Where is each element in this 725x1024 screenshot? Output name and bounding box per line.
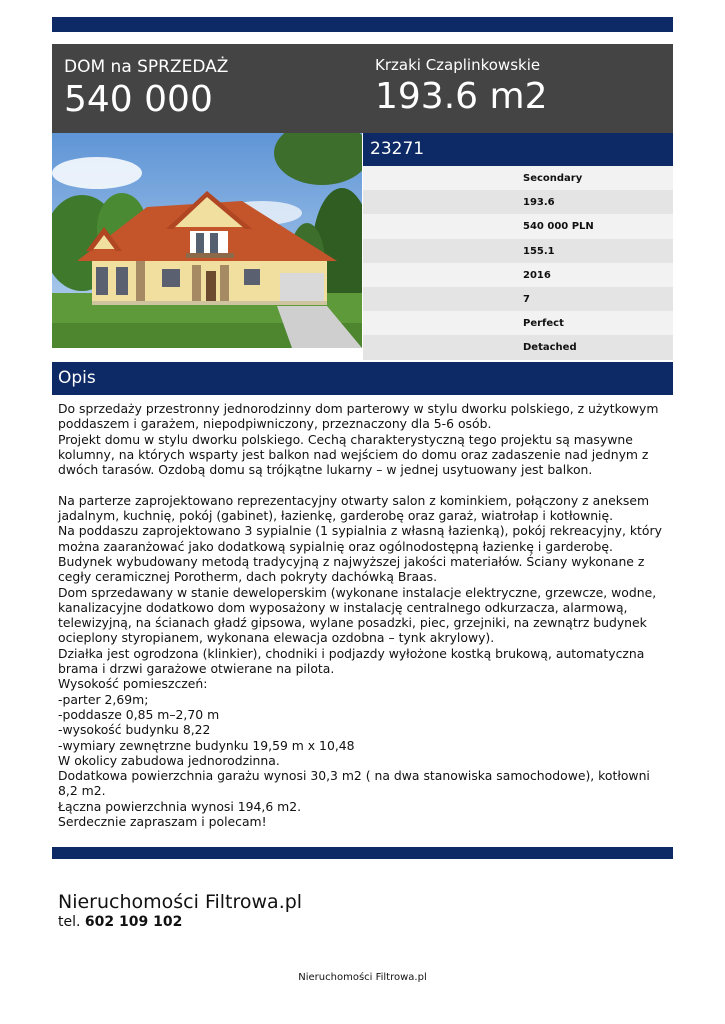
description-header: [52, 362, 673, 395]
phone-prefix: tel.: [58, 914, 81, 930]
page-footer: Nieruchomości Filtrowa.pl: [298, 972, 427, 983]
top-accent-bar: [52, 17, 673, 32]
listing-id: 23271: [370, 139, 425, 159]
listing-type-label: DOM na SPRZEDAŻ: [64, 57, 229, 77]
price-block: [64, 56, 228, 122]
spec-value: Perfect: [523, 318, 564, 330]
description-text: Do sprzedaży przestronny jednorodzinny dom parterowy w stylu dworku polskiego, z użytkowym poddaszem i garażem, niepodpiwniczony, przeznaczony dla 5-6 osób. Projekt domu w stylu dworku polskiego. Cechą charakterystyczną tego projektu są masywne kolumny, na których wsparty jest balkon nad wejściem do domu oraz zadaszenie nad jednym z dwóch tarasów. Ozdobą domu są trójkątne lukarny – w jednej usytuowany jest balkon. Na parterze zaprojektowano reprezentacyjny otwarty salon z kominkiem, połączony z aneksem jadalnym, kuchnię, pokój (gabinet), łazienkę, garderobę oraz garaż, wiatrołap i kotłownię. Na poddaszu zaprojektowano 3 sypialnie (1 sypialnia z własną łazienką), pokój rekreacyjny, który można zaaranżować jako dodatkową sypialnię oraz ogólnodostępną łazienkę i garderobę. Budynek wybudowany metodą tradycyjną z najwyższej jakości materiałów. Ściany wykonane z cegły ceramicznej Porotherm, dach pokryty dachówką Braas. Dom sprzedawany w stanie deweloperskim (wykonane instalacje elektryczne, grzewcze, wodne, kanalizacyjne dodatkowo dom wyposażony w instalację centralnego odkurzacza, alarmową, telewizyjną, na ścianach gładź gipsowa, wylane posadzki, piec, grzejniki, na zewnątrz budynek ocieplony styropianem, wykonana elewacja ozdobna – tynk akrylowy). Działka jest ogrodzona (klinkier), chodniki i podjazdy wyłożone kostką brukową, automatyczna brama i drzwi garażowe otwierane na pilota. Wysokość pomieszczeń: -parter 2,69m; -poddasze 0,85 m–2,70 m -wysokość budynku 8,22 -wymiary zewnętrzne budynku 19,59 m x 10,48 W okolicy zabudowa jednorodzinna. Dodatkowa powierzchnia garażu wynosi 30,3 m2 ( na dwa stanowiska samochodowe), kotłowni 8,2 m2. Łączna powierzchnia wynosi 194,6 m2. Serdecznie zapraszam i polecam!: [58, 401, 662, 830]
listing-header: [52, 44, 673, 133]
spec-value: 155.1: [523, 245, 555, 257]
phone-number[interactable]: 602 109 102: [84, 914, 183, 930]
location-block: [375, 55, 547, 119]
spec-row: [363, 239, 673, 263]
spec-value: 540 000 PLN: [523, 221, 594, 233]
property-specs: [363, 166, 673, 360]
spec-row: [363, 214, 673, 238]
section-title: Opis: [58, 368, 96, 388]
spec-value: Secondary: [523, 173, 583, 184]
property-photo: [52, 133, 362, 348]
spec-row: [363, 311, 673, 335]
listing-id-bar: [363, 133, 673, 166]
listing-price: 540 000: [64, 79, 213, 120]
spec-row: [363, 263, 673, 287]
spec-row: [363, 190, 673, 214]
spec-row: [363, 166, 673, 190]
spec-value: 193.6: [523, 197, 555, 209]
spec-value: 2016: [523, 269, 551, 281]
agency-phone: [58, 913, 182, 931]
bottom-accent-bar: [52, 847, 673, 859]
spec-row: [363, 335, 673, 359]
listing-area: 193.6 m2: [375, 76, 548, 117]
agency-name: Nieruchomości Filtrowa.pl: [58, 891, 303, 913]
spec-value: Detached: [523, 342, 577, 354]
spec-value: 7: [523, 293, 530, 305]
listing-location: Krzaki Czaplinkowskie: [375, 56, 541, 74]
spec-row: [363, 287, 673, 311]
